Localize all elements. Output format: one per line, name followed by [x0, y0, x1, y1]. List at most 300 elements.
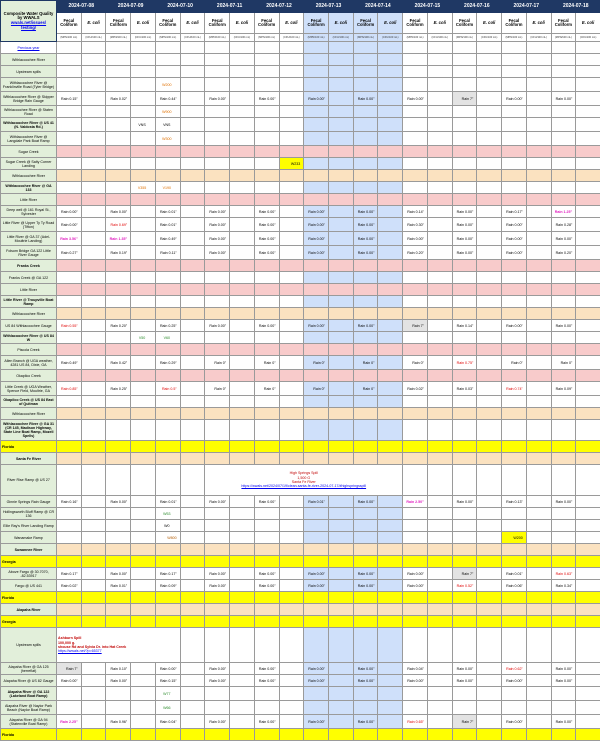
fecal-coliform-header: Fecal Coliform	[106, 12, 131, 34]
measurement-cell: Rain 0.00"	[304, 568, 329, 580]
e-coli-header: E. coli	[230, 12, 255, 34]
location-label: Withlacoochee River @ Langdale Park Boat Ramp	[1, 132, 57, 146]
empty-cell	[57, 532, 82, 544]
measurement-cell: Rain 0.00"	[205, 496, 230, 508]
table-row	[1, 260, 600, 272]
empty-cell	[57, 508, 82, 520]
measurement-cell: Rain 0.00"	[205, 580, 230, 592]
empty-cell	[526, 332, 551, 344]
empty-cell	[526, 729, 551, 741]
location-label: Georgia	[1, 616, 57, 628]
measurement-cell: Rain 0.00"	[452, 206, 477, 218]
measurement-cell: Rain 0.00"	[57, 675, 82, 687]
location-label: Little River @ Upper Ty Ty Road (Tifton)	[1, 218, 57, 232]
location-label: Withlacoochee River @ Skipper Bridge Rain Gauge	[1, 92, 57, 106]
empty-cell	[131, 420, 156, 441]
empty-cell	[427, 520, 452, 532]
empty-cell	[526, 246, 551, 260]
empty-cell	[378, 356, 403, 370]
measurement-cell: Rain 7"	[57, 663, 82, 675]
empty-cell	[378, 382, 403, 396]
empty-cell	[254, 308, 279, 320]
empty-cell	[131, 320, 156, 332]
measurement-cell: W53	[155, 508, 180, 520]
empty-cell	[81, 284, 106, 296]
empty-cell	[106, 370, 131, 382]
empty-cell	[254, 118, 279, 132]
empty-cell	[353, 544, 378, 556]
empty-cell	[279, 408, 304, 420]
empty-cell	[353, 272, 378, 284]
empty-cell	[378, 687, 403, 701]
measurement-cell: Rain 0.00"	[353, 232, 378, 246]
empty-cell	[526, 146, 551, 158]
measurement-cell: Rain 0.00"	[353, 246, 378, 260]
empty-cell	[576, 106, 600, 118]
empty-cell	[427, 296, 452, 308]
measurement-cell: Rain 0.42"	[106, 356, 131, 370]
empty-cell	[427, 206, 452, 218]
empty-cell	[328, 580, 353, 592]
empty-cell	[502, 344, 527, 356]
empty-cell	[403, 616, 428, 628]
empty-cell	[205, 182, 230, 194]
table-row	[1, 158, 600, 170]
empty-cell	[526, 544, 551, 556]
spill-river: Santa Fe River	[206, 480, 401, 484]
location-label: Withlacoochee River @ Franklinville Road (Tyler Bridge)	[1, 78, 57, 92]
empty-cell	[230, 356, 255, 370]
measurement-cell: Rain 0.00"	[403, 232, 428, 246]
table-row	[1, 396, 600, 408]
empty-cell	[254, 544, 279, 556]
empty-cell	[81, 246, 106, 260]
empty-cell	[106, 408, 131, 420]
empty-cell	[551, 260, 576, 272]
empty-cell	[576, 272, 600, 284]
empty-cell	[131, 616, 156, 628]
empty-cell	[328, 344, 353, 356]
empty-cell	[477, 146, 502, 158]
empty-cell	[526, 592, 551, 604]
empty-cell	[378, 218, 403, 232]
empty-cell	[378, 78, 403, 92]
empty-cell	[279, 308, 304, 320]
empty-cell	[477, 396, 502, 408]
empty-cell	[452, 78, 477, 92]
empty-cell	[378, 556, 403, 568]
empty-cell	[328, 382, 353, 396]
empty-cell	[230, 146, 255, 158]
empty-cell	[106, 170, 131, 182]
empty-cell	[57, 132, 82, 146]
units-label: (CFU/100 mL)	[378, 34, 403, 42]
table-row	[1, 568, 600, 580]
fecal-coliform-header: Fecal Coliform	[353, 12, 378, 34]
table-row	[1, 232, 600, 246]
empty-cell	[576, 441, 600, 453]
empty-cell	[427, 344, 452, 356]
empty-cell	[230, 715, 255, 729]
empty-cell	[230, 687, 255, 701]
empty-cell	[106, 106, 131, 118]
empty-cell	[131, 246, 156, 260]
title-link1[interactable]: wwals.net/issues/	[2, 21, 55, 26]
empty-cell	[155, 370, 180, 382]
measurement-cell: Rain 0.00"	[155, 663, 180, 675]
e-coli-header: E. coli	[328, 12, 353, 34]
measurement-cell: Rain 2.25"	[57, 715, 82, 729]
empty-cell	[403, 532, 428, 544]
measurement-cell: Rain 0.49"	[57, 356, 82, 370]
empty-cell	[452, 158, 477, 170]
empty-cell	[180, 246, 205, 260]
measurement-cell: W800	[155, 532, 180, 544]
empty-cell	[328, 182, 353, 194]
measurement-cell: Rain 0.09"	[155, 580, 180, 592]
empty-cell	[254, 687, 279, 701]
empty-cell	[502, 260, 527, 272]
empty-cell	[551, 308, 576, 320]
measurement-cell: Rain 0.00"	[502, 218, 527, 232]
empty-cell	[304, 701, 329, 715]
measurement-cell: Rain 0.01"	[155, 496, 180, 508]
empty-cell	[452, 54, 477, 66]
empty-cell	[106, 520, 131, 532]
empty-cell	[57, 296, 82, 308]
empty-cell	[551, 441, 576, 453]
empty-cell	[328, 420, 353, 441]
empty-cell	[131, 568, 156, 580]
empty-cell	[576, 508, 600, 520]
spill-link[interactable]: https://wwals.net/2024/07/19/clean-santa-fe-river-2024-07-17/#highspringsspill	[206, 484, 401, 488]
empty-cell	[353, 628, 378, 663]
units-label: (CFU/100 mL)	[477, 34, 502, 42]
empty-cell	[403, 308, 428, 320]
table-row	[1, 132, 600, 146]
empty-cell	[477, 580, 502, 592]
empty-cell	[477, 260, 502, 272]
table-row	[1, 663, 600, 675]
empty-cell	[477, 532, 502, 544]
empty-cell	[353, 701, 378, 715]
empty-cell	[526, 194, 551, 206]
empty-cell	[403, 146, 428, 158]
measurement-cell: Rain 0.15"	[155, 675, 180, 687]
empty-cell	[131, 465, 156, 496]
empty-cell	[304, 408, 329, 420]
location-label: Little Creek @ UGA Weather, Spence Field, Moultrie, GA	[1, 382, 57, 396]
empty-cell	[526, 344, 551, 356]
empty-cell	[403, 420, 428, 441]
empty-cell	[576, 158, 600, 170]
empty-cell	[378, 580, 403, 592]
empty-cell	[477, 568, 502, 580]
empty-cell	[81, 592, 106, 604]
previous-year-link[interactable]: Previous year	[18, 46, 40, 50]
units-label: (CFU/100 mL)	[427, 34, 452, 42]
measurement-cell: Rain 0"	[551, 356, 576, 370]
empty-cell	[477, 132, 502, 146]
date-header: 2024-07-18	[551, 1, 600, 13]
location-label: Florida	[1, 729, 57, 741]
previous-year-cell	[1, 42, 57, 54]
empty-cell	[81, 272, 106, 284]
empty-cell	[254, 701, 279, 715]
empty-cell	[81, 370, 106, 382]
empty-cell	[477, 715, 502, 729]
table-row	[1, 715, 600, 729]
measurement-cell: Rain 0.52"	[452, 580, 477, 592]
empty-cell	[106, 701, 131, 715]
empty-cell	[378, 408, 403, 420]
empty-cell	[230, 66, 255, 78]
measurement-cell: Rain 0.00"	[205, 218, 230, 232]
empty-cell	[106, 194, 131, 206]
location-label: Piscola Creek	[1, 344, 57, 356]
empty-cell	[526, 408, 551, 420]
empty-cell	[230, 616, 255, 628]
empty-cell	[180, 616, 205, 628]
empty-cell	[427, 284, 452, 296]
empty-cell	[452, 592, 477, 604]
empty-cell	[403, 408, 428, 420]
empty-cell	[254, 370, 279, 382]
measurement-cell: Rain 0.17"	[502, 206, 527, 218]
units-label: (CFU/100 mL)	[131, 34, 156, 42]
empty-cell	[205, 508, 230, 520]
empty-cell	[328, 520, 353, 532]
table-row	[1, 308, 600, 320]
measurement-cell: Rain 0.19"	[106, 246, 131, 260]
empty-cell	[502, 396, 527, 408]
empty-cell	[57, 701, 82, 715]
empty-cell	[57, 332, 82, 344]
empty-cell	[254, 453, 279, 465]
empty-cell	[328, 663, 353, 675]
empty-cell	[57, 118, 82, 132]
empty-cell	[551, 508, 576, 520]
table-row	[1, 66, 600, 78]
empty-cell	[526, 182, 551, 194]
units-label: (MPN/100 mL)	[254, 34, 279, 42]
location-label: Folsom Bridge GA 122 Little River Gauge	[1, 246, 57, 260]
empty-cell	[304, 272, 329, 284]
empty-cell	[180, 675, 205, 687]
measurement-cell: W300	[155, 132, 180, 146]
empty-cell	[328, 370, 353, 382]
measurement-cell: W0	[155, 520, 180, 532]
empty-cell	[180, 532, 205, 544]
empty-cell	[180, 232, 205, 246]
empty-cell	[279, 132, 304, 146]
empty-cell	[180, 206, 205, 218]
empty-cell	[304, 729, 329, 741]
empty-cell	[81, 92, 106, 106]
table-row	[1, 604, 600, 616]
measurement-cell: Rain 0.00"	[57, 218, 82, 232]
measurement-cell: Rain 0.00"	[254, 715, 279, 729]
empty-cell	[328, 715, 353, 729]
empty-cell	[205, 132, 230, 146]
empty-cell	[526, 132, 551, 146]
empty-cell	[57, 344, 82, 356]
empty-cell	[427, 532, 452, 544]
empty-cell	[403, 544, 428, 556]
empty-cell	[180, 592, 205, 604]
empty-cell	[427, 356, 452, 370]
empty-cell	[57, 54, 82, 66]
empty-cell	[502, 616, 527, 628]
empty-cell	[526, 508, 551, 520]
empty-cell	[328, 92, 353, 106]
empty-cell	[328, 508, 353, 520]
measurement-cell: Rain 0.00"	[254, 232, 279, 246]
empty-cell	[230, 92, 255, 106]
fecal-coliform-header: Fecal Coliform	[502, 12, 527, 34]
empty-cell	[576, 616, 600, 628]
empty-cell	[477, 320, 502, 332]
empty-cell	[403, 604, 428, 616]
empty-cell	[551, 42, 576, 54]
empty-cell	[81, 260, 106, 272]
measurement-cell: Rain 0.00"	[502, 675, 527, 687]
empty-cell	[81, 308, 106, 320]
empty-cell	[353, 106, 378, 118]
empty-cell	[230, 520, 255, 532]
title-link2[interactable]: testing/	[2, 26, 55, 31]
empty-cell	[378, 260, 403, 272]
empty-cell	[155, 296, 180, 308]
empty-cell	[131, 146, 156, 158]
measurement-cell: Rain 0.00"	[353, 218, 378, 232]
empty-cell	[576, 118, 600, 132]
empty-cell	[180, 42, 205, 54]
empty-cell	[131, 54, 156, 66]
table-row	[1, 182, 600, 194]
empty-cell	[526, 628, 551, 663]
date-header-row	[1, 1, 600, 13]
empty-cell	[230, 420, 255, 441]
empty-cell	[378, 568, 403, 580]
empty-cell	[304, 396, 329, 408]
empty-cell	[180, 604, 205, 616]
empty-cell	[180, 132, 205, 146]
empty-cell	[106, 54, 131, 66]
location-label: Alapaha River @ GA 125 (herreflat)	[1, 663, 57, 675]
empty-cell	[502, 592, 527, 604]
units-label: (MPN/100 mL)	[106, 34, 131, 42]
units-label: (CFU/100 mL)	[279, 34, 304, 42]
empty-cell	[254, 729, 279, 741]
empty-cell	[230, 78, 255, 92]
location-label: Withlacoochee River @ GA 133	[1, 182, 57, 194]
empty-cell	[328, 396, 353, 408]
empty-cell	[81, 532, 106, 544]
empty-cell	[57, 66, 82, 78]
empty-cell	[180, 441, 205, 453]
ashburn-link[interactable]: https://wwals.net/?p=65377	[58, 649, 179, 653]
empty-cell	[477, 453, 502, 465]
empty-cell	[477, 687, 502, 701]
empty-cell	[57, 194, 82, 206]
empty-cell	[526, 158, 551, 170]
table-row	[1, 687, 600, 701]
empty-cell	[452, 332, 477, 344]
empty-cell	[254, 332, 279, 344]
empty-cell	[57, 308, 82, 320]
empty-cell	[526, 604, 551, 616]
table-row	[1, 146, 600, 158]
empty-cell	[106, 66, 131, 78]
empty-cell	[131, 218, 156, 232]
empty-cell	[328, 146, 353, 158]
empty-cell	[205, 158, 230, 170]
empty-cell	[526, 320, 551, 332]
empty-cell	[477, 356, 502, 370]
location-label: Withlacoochee River	[1, 308, 57, 320]
empty-cell	[230, 382, 255, 396]
empty-cell	[279, 170, 304, 182]
location-label: Withlacoochee River @ US 41 (N. Valdosta Rd.)	[1, 118, 57, 132]
measurement-cell: Rain 0.00"	[254, 320, 279, 332]
empty-cell	[131, 382, 156, 396]
empty-cell	[131, 701, 156, 715]
empty-cell	[576, 568, 600, 580]
empty-cell	[230, 663, 255, 675]
fecal-coliform-header: Fecal Coliform	[57, 12, 82, 34]
location-label: Franks Creek	[1, 260, 57, 272]
empty-cell	[526, 170, 551, 182]
empty-cell	[279, 146, 304, 158]
empty-cell	[304, 420, 329, 441]
empty-cell	[279, 580, 304, 592]
measurement-cell: Rain 0.00"	[254, 496, 279, 508]
empty-cell	[106, 260, 131, 272]
units-label: (MPN/100 mL)	[452, 34, 477, 42]
empty-cell	[353, 296, 378, 308]
empty-cell	[576, 194, 600, 206]
empty-cell	[477, 701, 502, 715]
empty-cell	[502, 370, 527, 382]
measurement-cell: Rain 0.02"	[403, 382, 428, 396]
empty-cell	[254, 170, 279, 182]
empty-cell	[205, 396, 230, 408]
empty-cell	[328, 604, 353, 616]
empty-cell	[279, 92, 304, 106]
empty-cell	[230, 296, 255, 308]
empty-cell	[106, 604, 131, 616]
empty-cell	[230, 132, 255, 146]
empty-cell	[403, 396, 428, 408]
measurement-cell: W200	[502, 532, 527, 544]
empty-cell	[477, 42, 502, 54]
empty-cell	[279, 106, 304, 118]
location-label: Withlacoochee River @ GA 31 (CR 145, Madison Highway, State Line Boat Ramp, Mozell Spells)	[1, 420, 57, 441]
empty-cell	[230, 246, 255, 260]
empty-cell	[502, 520, 527, 532]
empty-cell	[180, 296, 205, 308]
location-label: Alapaha River @ US 82 Gauge	[1, 675, 57, 687]
empty-cell	[477, 272, 502, 284]
empty-cell	[180, 218, 205, 232]
empty-cell	[576, 675, 600, 687]
empty-cell	[502, 441, 527, 453]
empty-cell	[81, 344, 106, 356]
empty-cell	[427, 382, 452, 396]
measurement-cell: Rain 0.00"	[551, 663, 576, 675]
empty-cell	[328, 628, 353, 663]
